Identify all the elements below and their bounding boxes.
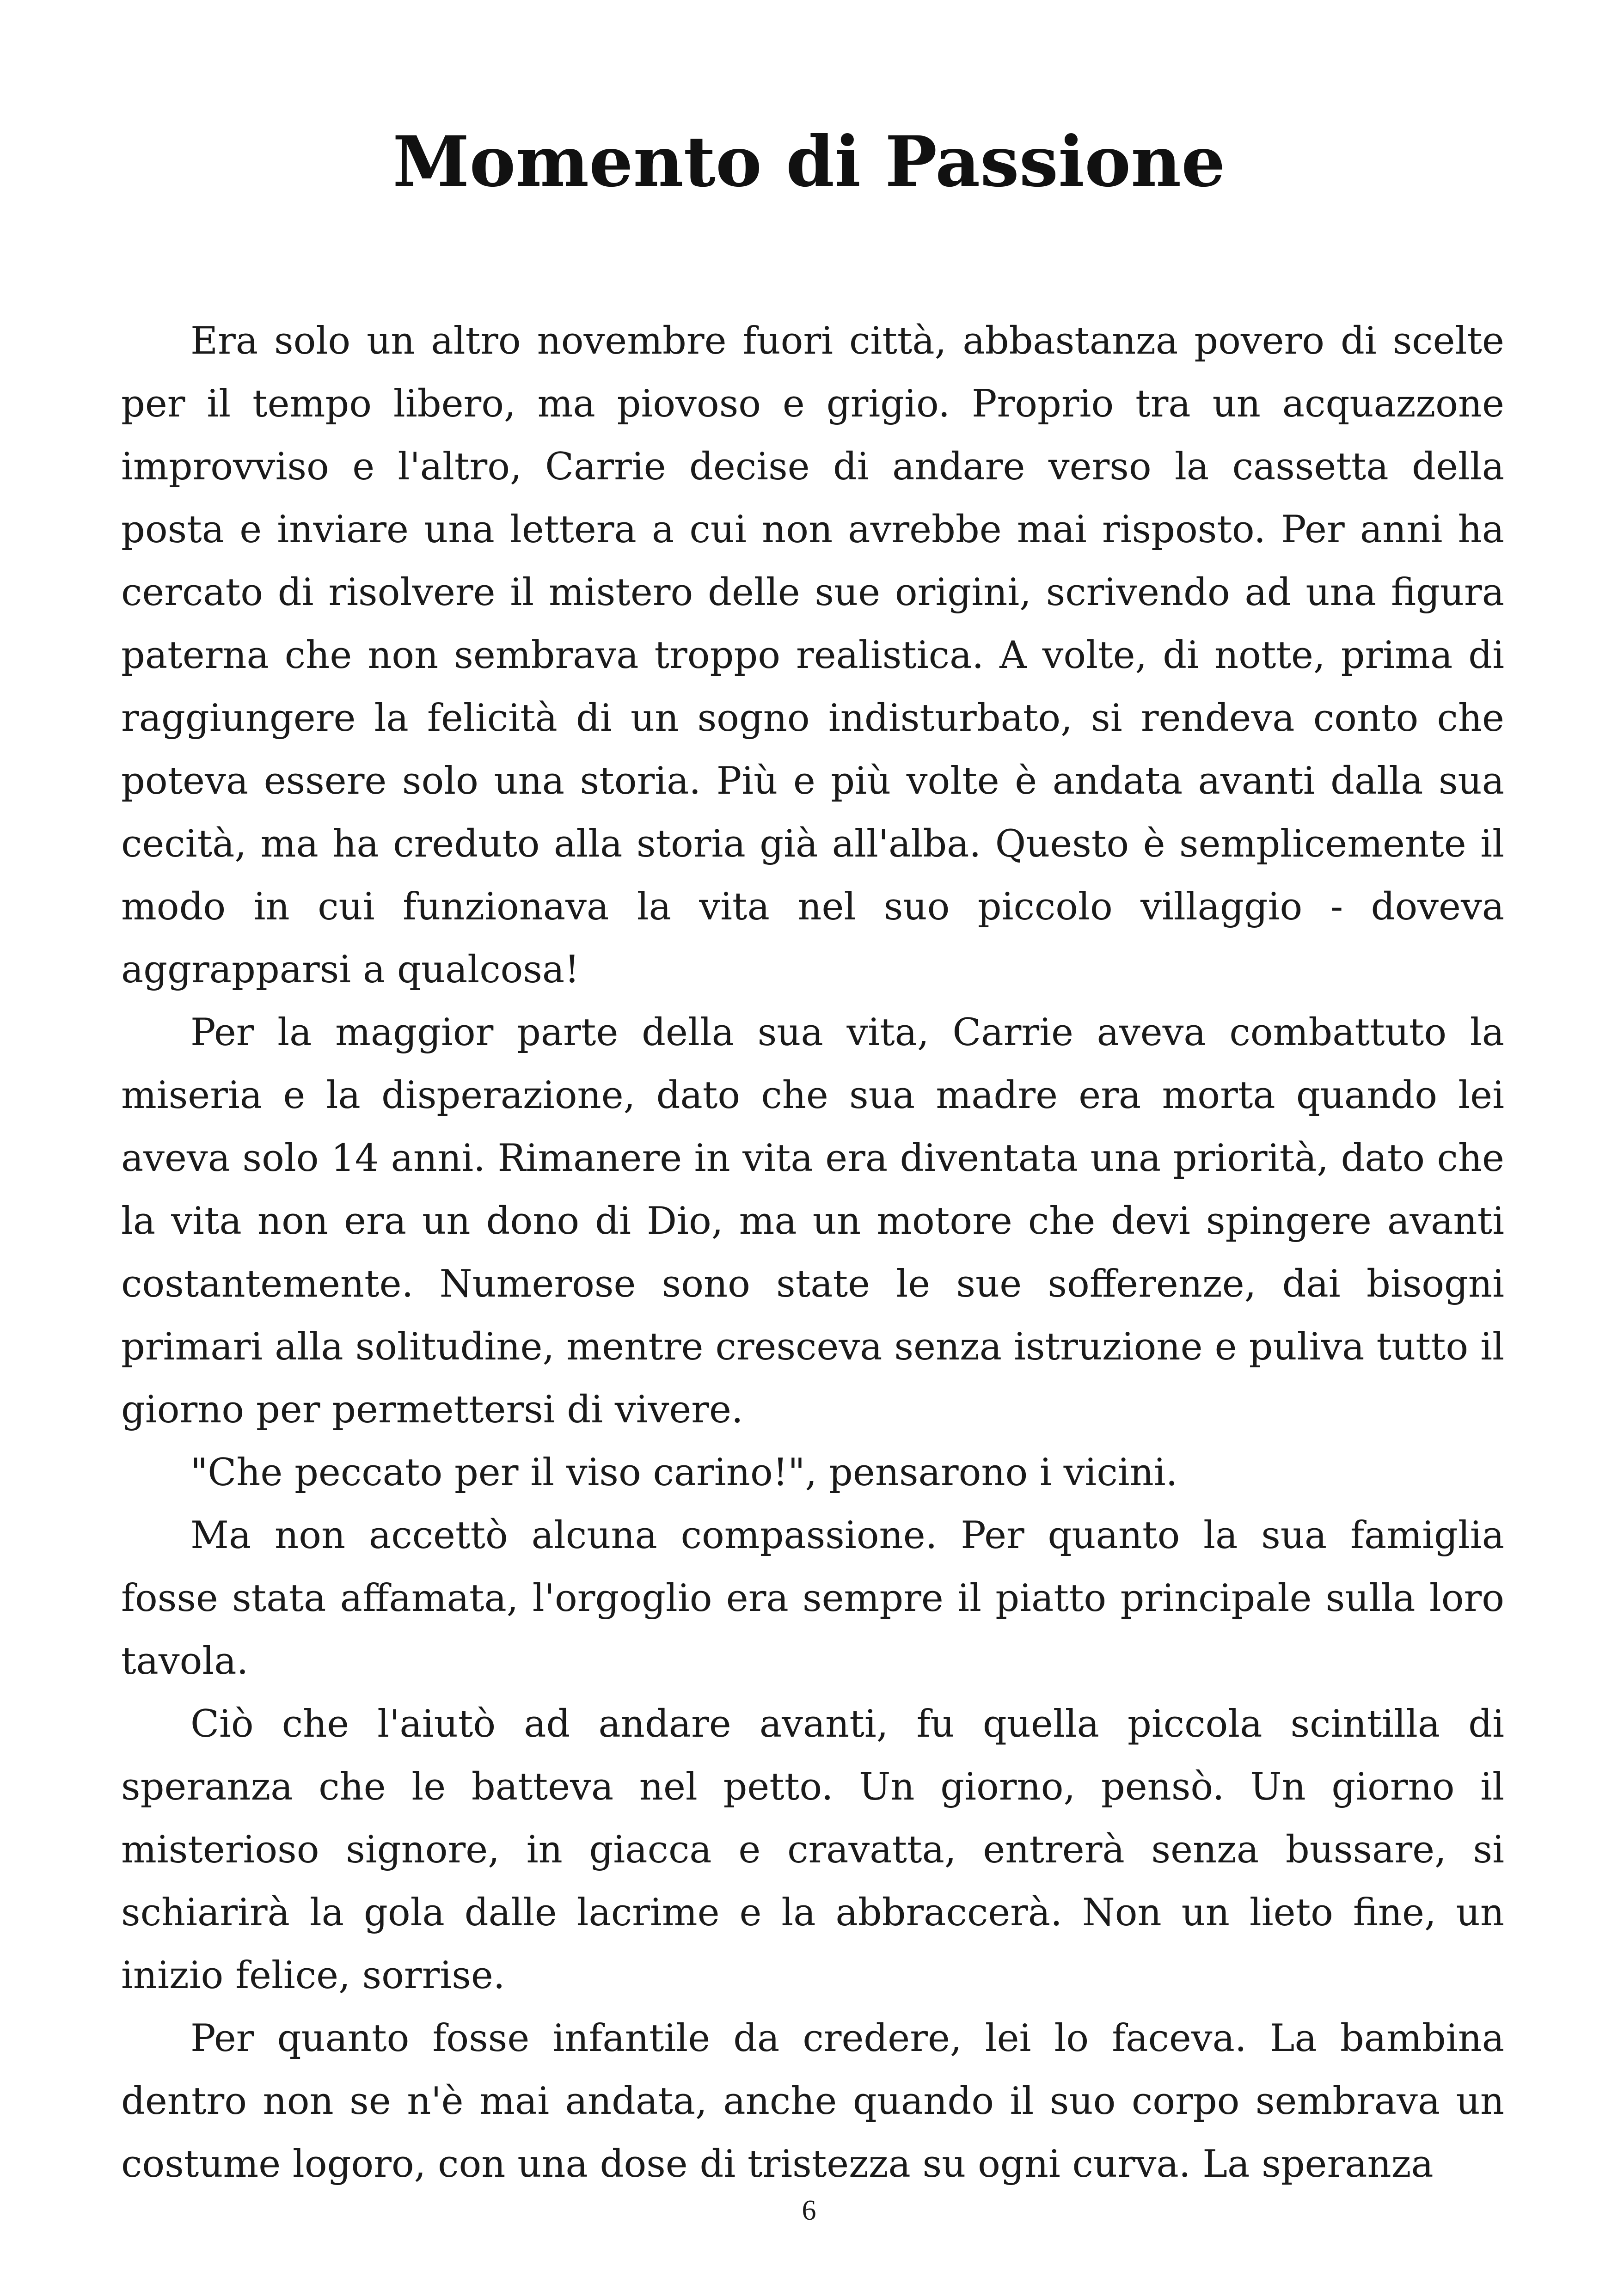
paragraph-5: Ciò che l'aiutò ad andare avanti, fu quella piccola scintilla di speranza che le batteva nel petto. Un giorno, pensò. Un giorno il misterioso signore, in giacca e cravatta, entrerà senza bussare, si schiarirà la gola dalle lacrime e la abbraccerà. Non un lieto fine, un inizio felice, sorrise. xyxy=(121,1702,1504,1997)
paragraph-1: Era solo un altro novembre fuori città, abbastanza povero di scelte per il tempo libero, ma piovoso e grigio. Proprio tra un acquazzone improvviso e l'altro, Carrie decise di andare verso la cassetta della posta e inviare una lettera a cui non avrebbe mai risposto. Per anni ha cercato di risolvere il mistero delle sue origini, scrivendo ad una figura paterna che non sembrava troppo realistica. A volte, di notte, prima di raggiungere la felicità di un sogno indisturbato, si rendeva conto che poteva essere solo una storia. Più e più volte è andata avanti dalla sua cecità, ma ha creduto alla storia già all'alba. Questo è semplicemente il modo in cui funzionava la vita nel suo piccolo villaggio - doveva aggrapparsi a qualcosa! xyxy=(121,319,1504,992)
paragraph-6: Per quanto fosse infantile da credere, lei lo faceva. La bambina dentro non se n'è mai andata, anche quando il suo corpo sembrava un costume logoro, con una dose di tristezza su ogni curva. La speranza xyxy=(121,2017,1504,2186)
paragraph-4: Ma non accettò alcuna compassione. Per quanto la sua famiglia fosse stata affamata, l'orgoglio era sempre il piatto principale sulla loro tavola. xyxy=(121,1514,1504,1683)
page-title: Momento di Passione xyxy=(392,121,1226,202)
body-text xyxy=(121,310,1504,2196)
paragraph-2: Per la maggior parte della sua vita, Carrie aveva combattuto la miseria e la disperazione, dato che sua madre era morta quando lei aveva solo 14 anni. Rimanere in vita era diventata una priorità, dato che la vita non era un dono di Dio, ma un motore che devi spingere avanti costantemente. Numerose sono state le sue sofferenze, dai bisogni primari alla solitudine, mentre cresceva senza istruzione e puliva tutto il giorno per permettersi di vivere. xyxy=(121,1011,1504,1432)
paragraph-3: "Che peccato per il viso carino!", pensarono i vicini. xyxy=(190,1451,1178,1494)
page-number: 6 xyxy=(802,2195,816,2226)
